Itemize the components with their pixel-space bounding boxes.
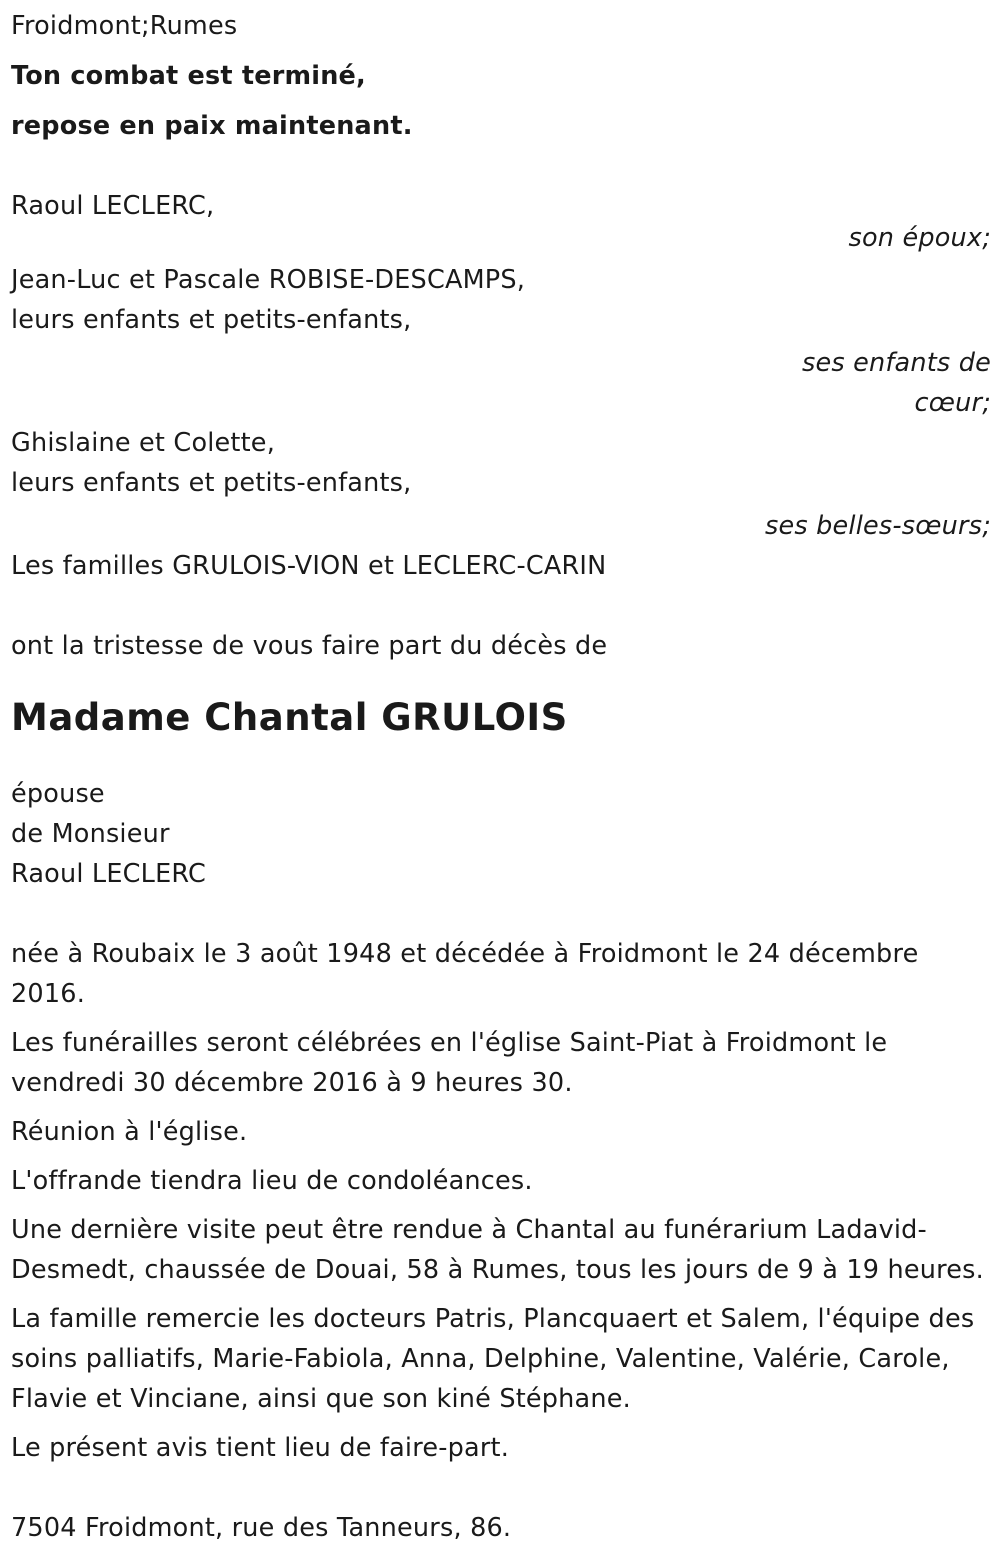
spouse-line-3: Raoul LECLERC [11,859,207,889]
role-spouse: son époux; [848,223,991,253]
thanks-paragraph: La famille remercie les docteurs Patris, Plancquaert et Salem, l'équipe des soins palliatifs, Marie-Fabiola, Anna, Delphine, Valentine, Valérie, Carole, Flavie et Vinciane, ainsi que son kiné Stéphane. [11,1304,975,1414]
motto-line-1: Ton combat est terminé, [11,61,366,91]
location-header: Froidmont;Rumes [11,11,238,41]
funeral-paragraph: Les funérailles seront célébrées en l'église Saint-Piat à Froidmont le vendredi 30 décembre 2016 à 9 heures 30. [11,1028,888,1098]
notice-paragraph: Le présent avis tient lieu de faire-part. [11,1433,510,1463]
family-member-sisters-in-law-descendants: leurs enfants et petits-enfants, [11,468,412,498]
role-children-line-2: cœur; [914,388,991,418]
motto-line-2: repose en paix maintenant. [11,111,413,141]
announcement-text: ont la tristesse de vous faire part du décès de [11,631,608,661]
visit-paragraph: Une dernière visite peut être rendue à Chantal au funérarium Ladavid-Desmedt, chaussée de Douai, 58 à Rumes, tous les jours de 9 à 19 heures. [11,1215,984,1285]
family-member-spouse: Raoul LECLERC, [11,191,215,221]
family-member-children-descendants: leurs enfants et petits-enfants, [11,305,412,335]
birth-death-paragraph: née à Roubaix le 3 août 1948 et décédée à Froidmont le 24 décembre 2016. [11,939,919,1009]
family-member-sisters-in-law-names: Ghislaine et Colette, [11,428,276,458]
offering-paragraph: L'offrande tiendra lieu de condoléances. [11,1166,533,1196]
family-extended: Les familles GRULOIS-VION et LECLERC-CARIN [11,551,607,581]
role-sisters-in-law: ses belles-sœurs; [764,511,991,541]
address: 7504 Froidmont, rue des Tanneurs, 86. [11,1513,512,1543]
spouse-line-2: de Monsieur [11,819,170,849]
spouse-line-1: épouse [11,779,105,809]
obituary-notice [11,6,991,1548]
deceased-name: Madame Chantal GRULOIS [11,696,568,739]
family-member-children-names: Jean-Luc et Pascale ROBISE-DESCAMPS, [11,265,526,295]
meeting-paragraph: Réunion à l'église. [11,1117,248,1147]
role-children-line-1: ses enfants de [801,348,991,378]
